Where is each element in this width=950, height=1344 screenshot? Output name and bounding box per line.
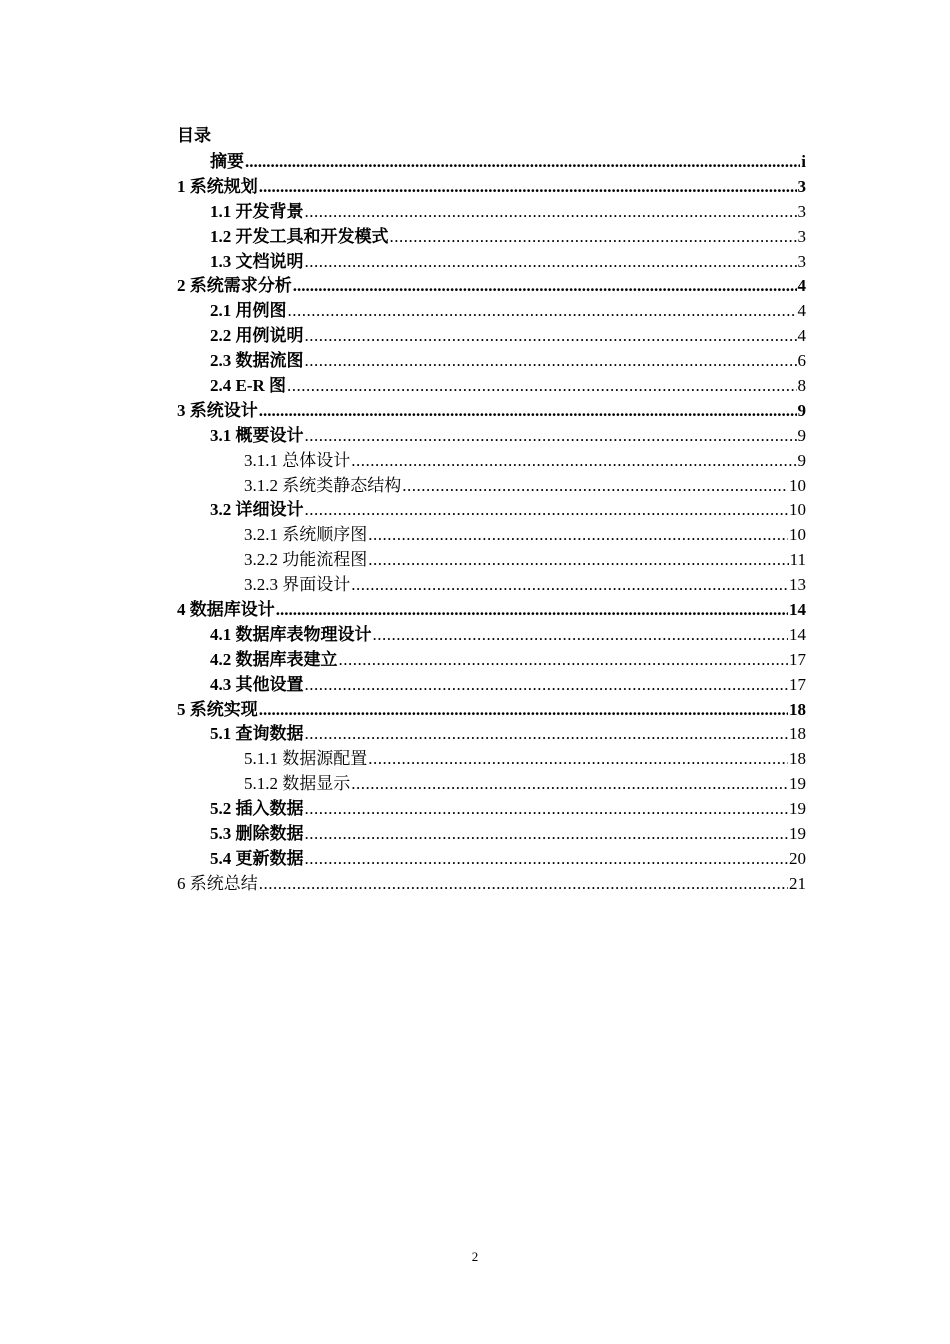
toc-entry-number: 2.4: [210, 376, 232, 396]
toc-entry-title: 用例图: [235, 301, 287, 321]
table-of-contents: [177, 150, 806, 897]
toc-entry-title: 其他设置: [235, 674, 304, 694]
toc-entry[interactable]: [177, 150, 806, 175]
toc-entry[interactable]: [177, 722, 806, 747]
toc-entry-title: 数据显示: [282, 774, 351, 794]
toc-entry[interactable]: [177, 847, 806, 872]
toc-leader: [351, 573, 788, 598]
toc-entry-page: 3: [797, 251, 806, 271]
toc-entry-title: 系统总结: [189, 873, 258, 893]
toc-leader: [339, 648, 789, 673]
toc-leader: [368, 523, 788, 548]
toc-entry[interactable]: [177, 498, 806, 523]
toc-entry[interactable]: [177, 822, 806, 847]
toc-entry[interactable]: [177, 648, 806, 673]
toc-entry-title: 系统实现: [189, 699, 258, 719]
toc-leader: [259, 399, 797, 424]
toc-entry-number: 3.1.1: [244, 450, 278, 470]
toc-leader: [305, 424, 797, 449]
toc-entry[interactable]: [177, 424, 806, 449]
toc-entry-page: 19: [789, 799, 806, 819]
toc-entry-number: 4.2: [210, 649, 232, 669]
toc-entry-page: 3: [797, 176, 806, 196]
toc-entry-title: 界面设计: [282, 575, 351, 595]
toc-leader: [287, 374, 796, 399]
toc-entry[interactable]: [177, 573, 806, 598]
toc-entry-title: 系统类静态结构: [282, 475, 402, 495]
toc-entry-title: 用例说明: [235, 326, 304, 346]
toc-entry-number: 6: [177, 873, 186, 893]
toc-entry-title: 概要设计: [235, 425, 304, 445]
toc-entry-page: 3: [797, 201, 806, 221]
toc-entry[interactable]: [177, 747, 806, 772]
toc-entry-title: 系统需求分析: [189, 276, 292, 296]
toc-entry-title: 文档说明: [235, 251, 304, 271]
toc-entry-page: 18: [789, 749, 806, 769]
toc-entry-page: 17: [789, 649, 806, 669]
toc-leader: [305, 722, 789, 747]
toc-leader: [351, 449, 796, 474]
toc-leader: [390, 225, 797, 250]
toc-entry-page: 18: [789, 724, 806, 744]
toc-entry-page: 9: [797, 425, 806, 445]
toc-entry-number: 3.1.2: [244, 475, 278, 495]
toc-entry-title: 开发背景: [235, 201, 304, 221]
toc-entry-number: 5.1: [210, 724, 232, 744]
toc-entry-page: 10: [789, 500, 806, 520]
toc-entry[interactable]: [177, 200, 806, 225]
toc-entry-number: 5.4: [210, 848, 232, 868]
toc-entry-number: 4.1: [210, 624, 232, 644]
page-number: 2: [471, 1249, 479, 1264]
toc-entry-number: 5.1.2: [244, 774, 278, 794]
toc-leader: [259, 872, 788, 897]
toc-entry[interactable]: [177, 324, 806, 349]
toc-entry-title: 总体设计: [282, 450, 351, 470]
toc-leader: [373, 623, 789, 648]
toc-entry-page: 19: [789, 824, 806, 844]
toc-entry-number: 5.2: [210, 799, 232, 819]
toc-entry-number: 2: [177, 276, 186, 296]
toc-entry-title: 查询数据: [235, 724, 304, 744]
toc-entry-page: 4: [797, 276, 806, 296]
toc-entry[interactable]: [177, 698, 806, 723]
toc-title: 目录: [177, 126, 211, 145]
toc-entry[interactable]: [177, 673, 806, 698]
toc-entry-number: 2.2: [210, 326, 232, 346]
toc-entry[interactable]: [177, 623, 806, 648]
toc-entry-page: 6: [797, 351, 806, 371]
toc-entry[interactable]: [177, 449, 806, 474]
toc-entry-number: 3.2.2: [244, 550, 278, 570]
toc-leader: [305, 847, 789, 872]
toc-entry[interactable]: [177, 349, 806, 374]
toc-leader: [305, 498, 789, 523]
toc-entry[interactable]: [177, 299, 806, 324]
toc-entry-page: 14: [789, 624, 806, 644]
toc-entry-number: 4.3: [210, 674, 232, 694]
toc-entry-page: 17: [789, 674, 806, 694]
toc-leader: [305, 250, 797, 275]
toc-entry-page: 11: [789, 550, 806, 570]
toc-entry-number: 3.1: [210, 425, 232, 445]
toc-entry-number: 5.1.1: [244, 749, 278, 769]
toc-leader: [259, 698, 788, 723]
toc-entry[interactable]: [177, 399, 806, 424]
toc-entry-number: 3.2.1: [244, 525, 278, 545]
toc-entry-page: 4: [797, 301, 806, 321]
toc-entry[interactable]: [177, 175, 806, 200]
toc-entry-number: 3.2.3: [244, 575, 278, 595]
toc-entry-title: 开发工具和开发模式: [235, 226, 389, 246]
toc-entry-title: 功能流程图: [282, 550, 368, 570]
toc-leader: [293, 274, 797, 299]
toc-entry[interactable]: [177, 250, 806, 275]
toc-entry-number: 3: [177, 400, 186, 420]
toc-entry-page: 13: [789, 575, 806, 595]
toc-leader: [368, 747, 788, 772]
toc-leader: [305, 324, 797, 349]
toc-entry-page: 3: [797, 226, 806, 246]
toc-entry-title: 系统设计: [189, 400, 258, 420]
toc-entry-title: 更新数据: [235, 848, 304, 868]
toc-entry[interactable]: [177, 872, 806, 897]
toc-entry[interactable]: [177, 374, 806, 399]
toc-entry-page: 4: [797, 326, 806, 346]
toc-entry-page: 10: [789, 475, 806, 495]
toc-entry[interactable]: [177, 225, 806, 250]
toc-entry-number: 5: [177, 699, 186, 719]
toc-leader: [402, 474, 788, 499]
toc-entry-page: 21: [789, 873, 806, 893]
toc-entry-title: 数据库表物理设计: [235, 624, 372, 644]
toc-entry[interactable]: [177, 474, 806, 499]
toc-entry-page: 9: [797, 450, 806, 470]
toc-entry-title: 系统规划: [189, 176, 258, 196]
toc-entry-page: i: [801, 152, 806, 171]
toc-entry-page: 18: [789, 699, 806, 719]
toc-leader: [259, 175, 797, 200]
toc-entry-title: 数据库设计: [189, 600, 275, 620]
toc-entry-number: 2.3: [210, 351, 232, 371]
toc-leader: [245, 150, 800, 175]
toc-entry-page: 14: [789, 600, 806, 620]
toc-entry-page: 10: [789, 525, 806, 545]
toc-entry-number: 2.1: [210, 301, 232, 321]
toc-entry-number: 1.2: [210, 226, 232, 246]
toc-entry-title: E-R 图: [235, 376, 287, 396]
toc-entry-number: 5.3: [210, 824, 232, 844]
toc-entry-number: 3.2: [210, 500, 232, 520]
toc-entry-page: 9: [797, 400, 806, 420]
toc-entry-title: 详细设计: [235, 500, 304, 520]
toc-entry[interactable]: [177, 523, 806, 548]
toc-leader: [288, 299, 797, 324]
toc-entry-title: 摘要: [210, 152, 244, 171]
toc-leader: [305, 673, 789, 698]
toc-entry-number: 4: [177, 600, 186, 620]
toc-leader: [305, 200, 797, 225]
toc-entry-title: 数据流图: [235, 351, 304, 371]
toc-leader: [368, 548, 788, 573]
toc-entry[interactable]: [177, 598, 806, 623]
toc-entry[interactable]: [177, 772, 806, 797]
toc-entry-title: 系统顺序图: [282, 525, 368, 545]
toc-entry-number: 1: [177, 176, 186, 196]
toc-entry[interactable]: [177, 548, 806, 573]
toc-leader: [351, 772, 788, 797]
toc-entry-title: 数据源配置: [282, 749, 368, 769]
toc-entry[interactable]: [177, 274, 806, 299]
toc-entry-title: 数据库表建立: [235, 649, 338, 669]
toc-leader: [305, 797, 789, 822]
toc-entry-title: 插入数据: [235, 799, 304, 819]
toc-entry-title: 删除数据: [235, 824, 304, 844]
toc-leader: [305, 349, 797, 374]
toc-entry-page: 19: [789, 774, 806, 794]
toc-leader: [305, 822, 789, 847]
toc-leader: [276, 598, 788, 623]
toc-entry-page: 8: [797, 376, 806, 396]
toc-entry-page: 20: [789, 848, 806, 868]
toc-entry-number: 1.1: [210, 201, 232, 221]
toc-entry[interactable]: [177, 797, 806, 822]
toc-entry-number: 1.3: [210, 251, 232, 271]
